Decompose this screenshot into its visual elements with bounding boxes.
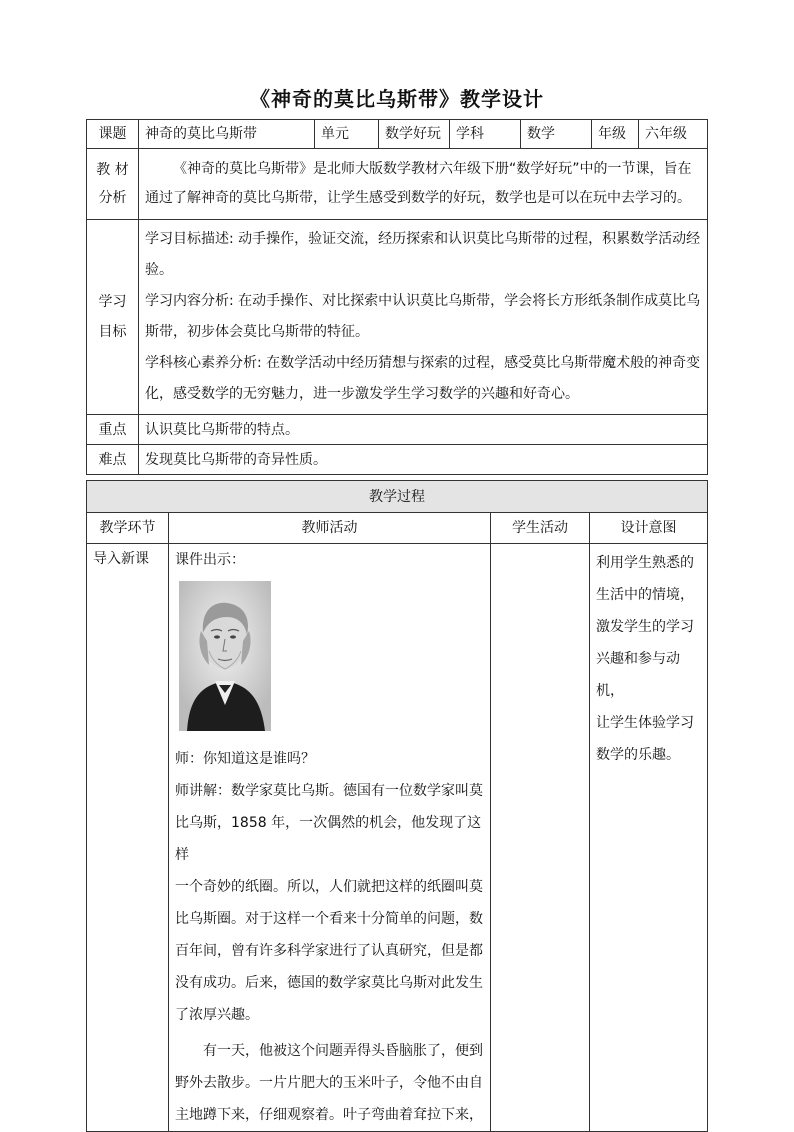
process-section-title: 教学过程 bbox=[87, 481, 708, 513]
teacher-line: 师：你知道这是谁吗？ bbox=[175, 751, 315, 767]
design-intent-cell bbox=[590, 544, 708, 1132]
process-title-row bbox=[87, 481, 708, 513]
objective-item: 学习目标描述: 动手操作，验证交流，经历探索和认识莫比乌斯带的过程，积累数学活动经验。 bbox=[145, 231, 701, 278]
column-header-design: 设计意图 bbox=[590, 513, 708, 544]
grade-label: 年级 bbox=[592, 120, 639, 149]
teacher-line: 百年间，曾有许多科学家进行了认真研究，但是都 bbox=[175, 943, 483, 959]
column-header-stage: 教学环节 bbox=[87, 513, 169, 544]
analysis-label bbox=[87, 149, 139, 220]
subject-label: 学科 bbox=[450, 120, 521, 149]
lesson-info-table bbox=[86, 119, 708, 475]
objectives-label bbox=[87, 220, 139, 415]
teacher-line: 师讲解：数学家莫比乌斯。德国有一位数学家叫莫 bbox=[175, 783, 483, 799]
teacher-line: 主地蹲下来，仔细观察着。叶子弯曲着耷拉下来， bbox=[175, 1107, 483, 1123]
subject-value: 数学 bbox=[521, 120, 592, 149]
objective-item: 学习内容分析: 在动手操作、对比探索中认识莫比乌斯带，学会将长方形纸条制作成莫比乌斯带，初步体会莫比乌斯带的特征。 bbox=[145, 293, 701, 340]
teacher-line: 比乌斯，1858 年，一次偶然的机会，他发现了这样 bbox=[175, 815, 482, 863]
stage-cell: 导入新课 bbox=[87, 544, 169, 1132]
student-activity-cell bbox=[491, 544, 590, 1132]
design-line: 利用学生熟悉的 bbox=[596, 555, 694, 571]
teacher-line: 没有成功。后来，德国的数学家莫比乌斯对此发生 bbox=[175, 975, 483, 991]
process-row-intro bbox=[87, 544, 708, 1132]
teacher-line: 了浓厚兴趣。 bbox=[175, 1007, 259, 1023]
difficulty-text: 发现莫比乌斯带的奇异性质。 bbox=[139, 445, 708, 475]
analysis-label-2: 分析 bbox=[98, 190, 127, 206]
teacher-line: 有一天，他被这个问题弄得头昏脑胀了，便到 bbox=[203, 1043, 483, 1059]
topic-value: 神奇的莫比乌斯带 bbox=[139, 120, 315, 149]
teacher-activity-cell bbox=[169, 544, 491, 1132]
analysis-text: 《神奇的莫比乌斯带》是北师大版数学教材六年级下册“数学好玩”中的一节课，旨在通过了解神奇的莫比乌斯带，让学生感受到数学的好玩，数学也是可以在玩中去学习的。 bbox=[139, 149, 708, 220]
objectives-label-2: 目标 bbox=[98, 324, 127, 340]
teacher-intro: 课件出示： bbox=[175, 552, 245, 568]
key-point-text: 认识莫比乌斯带的特点。 bbox=[139, 415, 708, 445]
design-line: 激发学生的学习 bbox=[596, 619, 694, 635]
teacher-line: 比乌斯圈。对于这样一个看来十分简单的问题，数 bbox=[175, 911, 483, 927]
objectives-row bbox=[87, 220, 708, 415]
mobius-portrait-image bbox=[179, 581, 271, 731]
objective-item: 学科核心素养分析: 在数学活动中经历猜想与探索的过程，感受莫比乌斯带魔术般的神奇变化，感受数学的无穷魅力，进一步激发学生学习数学的兴趣和好奇心。 bbox=[145, 355, 701, 402]
key-point-label: 重点 bbox=[87, 415, 139, 445]
topic-row bbox=[87, 120, 708, 149]
teacher-line: 一个奇妙的纸圈。所以，人们就把这样的纸圈叫莫 bbox=[175, 879, 483, 895]
design-line: 数学的乐趣。 bbox=[596, 747, 680, 763]
process-header-row bbox=[87, 513, 708, 544]
unit-value: 数学好玩 bbox=[379, 120, 450, 149]
design-line: 生活中的情境， bbox=[596, 587, 694, 603]
objectives-label-1: 学习 bbox=[98, 294, 127, 310]
topic-label: 课题 bbox=[87, 120, 139, 149]
design-line: 让学生体验学习 bbox=[596, 715, 694, 731]
unit-label: 单元 bbox=[315, 120, 379, 149]
analysis-row bbox=[87, 149, 708, 220]
objectives-text bbox=[139, 220, 708, 415]
teaching-process-table bbox=[86, 480, 708, 1132]
document-title: 《神奇的莫比乌斯带》教学设计 bbox=[250, 87, 544, 111]
teacher-line: 野外去散步。一片片肥大的玉米叶子，令他不由自 bbox=[175, 1075, 483, 1091]
grade-value: 六年级 bbox=[639, 120, 708, 149]
analysis-label-1: 教 材 bbox=[96, 162, 129, 178]
difficulty-label: 难点 bbox=[87, 445, 139, 475]
design-line: 兴趣和参与动机， bbox=[596, 651, 680, 699]
column-header-teacher: 教师活动 bbox=[169, 513, 491, 544]
difficulty-row bbox=[87, 445, 708, 475]
column-header-student: 学生活动 bbox=[491, 513, 590, 544]
key-point-row bbox=[87, 415, 708, 445]
